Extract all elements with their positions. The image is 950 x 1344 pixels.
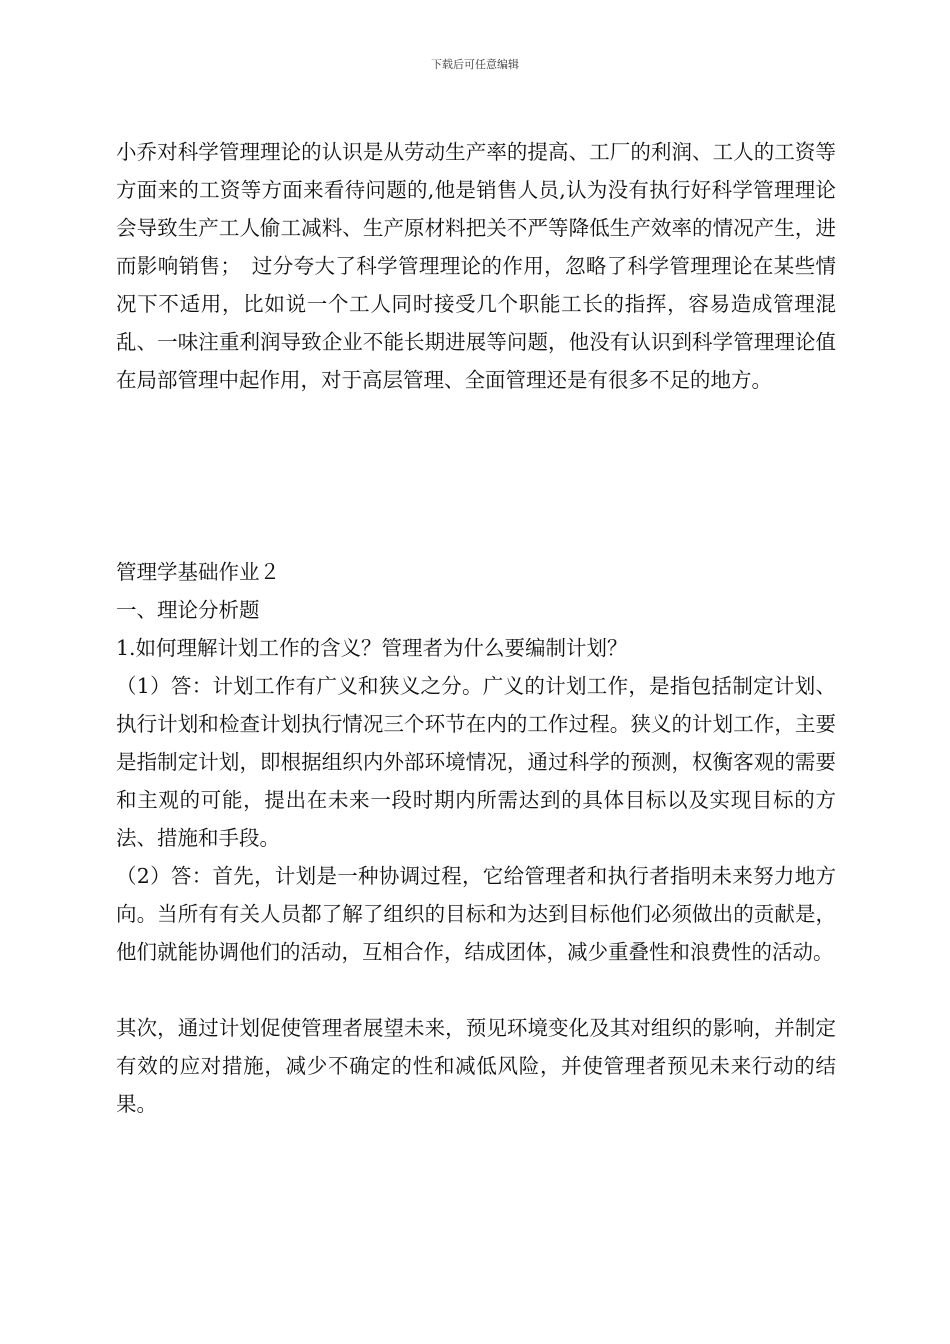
section-subtitle: 一、理论分析题 xyxy=(116,598,260,622)
answer-paragraph-2: （2）答：首先，计划是一种协调过程，它给管理者和执行者指明未来努力地方向。当所有有关人员都了解了组织的目标和为达到目标他们必须做出的贡献是，他们就能协调他们的活动，互相合作，结成团体，减少重叠性和浪费性的活动。 xyxy=(116,864,836,964)
answer-paragraph-3: 其次，通过计划促使管理者展望未来，预见环境变化及其对组织的影响，并制定有效的应对措施，减少不确定的性和减低风险，并使管理者预见未来行动的结果。 xyxy=(116,1016,836,1116)
answer-paragraph-1: （1）答：计划工作有广义和狭义之分。广义的计划工作，是指包括制定计划、执行计划和检查计划执行情况三个环节在内的工作过程。狭义的计划工作，主要是指制定计划，即根据组织内外部环境情况，通过科学的预测，权衡客观的需要和主观的可能，提出在未来一段时期内所需达到的具体目标以及实现目标的方法、措施和手段。 xyxy=(116,674,836,850)
page-header: 下载后可任意编辑 xyxy=(431,58,519,71)
paragraph-analysis: 小乔对科学管理理论的认识是从劳动生产率的提高、工厂的利润、工人的工资等方面来的工资等方面来看待问题的,他是销售人员,认为没有执行好科学管理理论会导致生产工人偷工减料、生产原材料把关不严等降低生产效率的情况产生，进而影响销售； 过分夸大了科学管理理论的作用，忽略了科学管理理论在某些情况下不适用，比如说一个工人同时接受几个职能工长的指挥，容易造成管理混乱、一味注重利润导致企业不能长期进展等问题，他没有认识到科学管理理论值在局部管理中起作用，对于高层管理、全面管理还是有很多不足的地方。 xyxy=(116,140,836,392)
question-text: 1.如何理解计划工作的含义？管理者为什么要编制计划？ xyxy=(116,636,628,660)
section-title: 管理学基础作业２ xyxy=(116,560,280,584)
